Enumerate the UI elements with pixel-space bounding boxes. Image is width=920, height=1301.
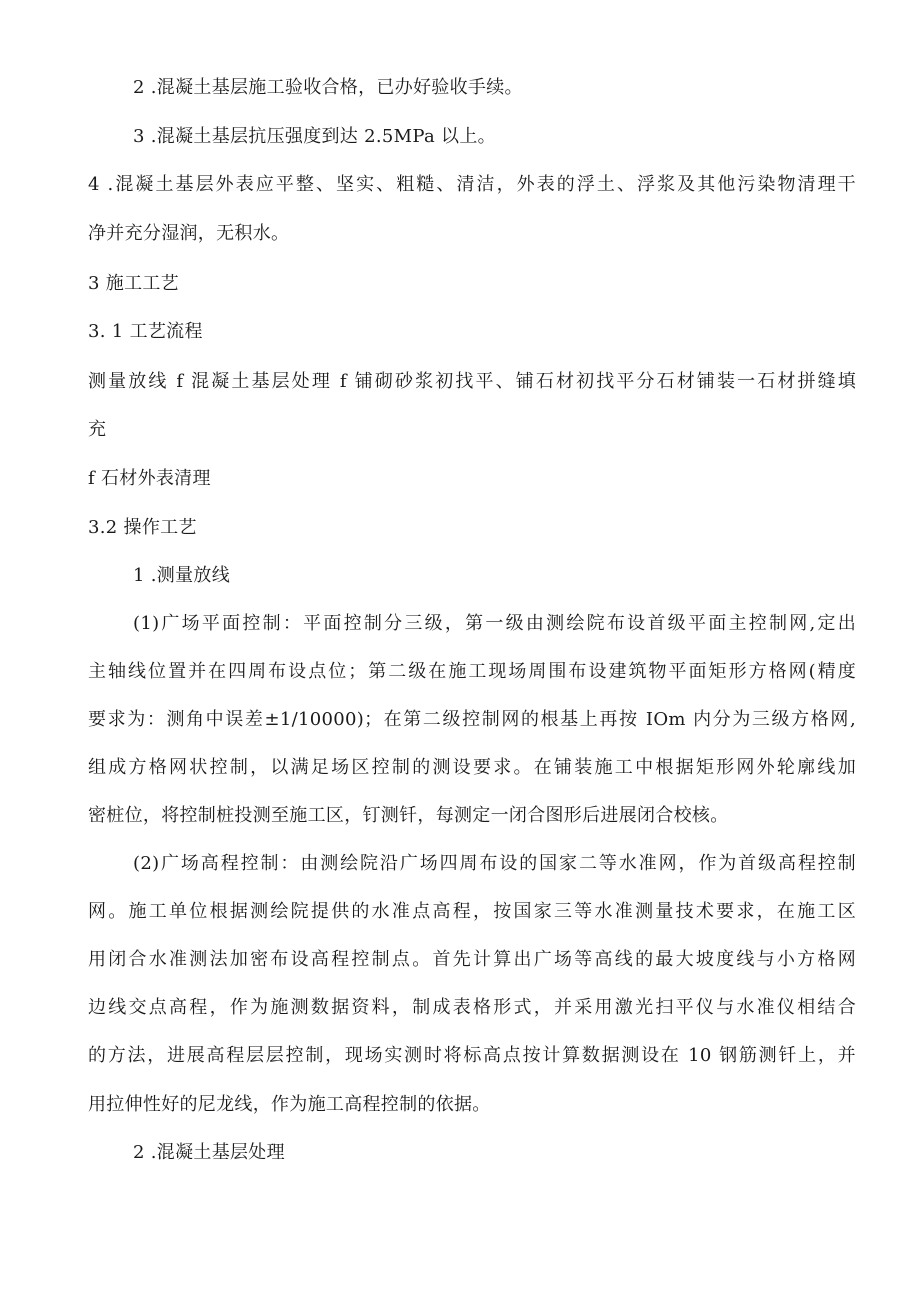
elevation-control-line-6: 用拉伸性好的尼龙线，作为施工高程控制的依据。: [88, 1094, 491, 1115]
requirement-item-4-line-1: 4 .混凝土基层外表应平整、坚实、粗糙、清洁，外表的浮土、浮浆及其他污染物清理干: [88, 174, 856, 195]
plane-control-line-3: 要求为：测角中误差±1/10000)；在第二级控制网的根基上再按 IOm 内分为三级方格网,: [88, 709, 856, 730]
section-heading-3-2: 3.2 操作工艺: [88, 517, 197, 538]
elevation-control-line-3: 用闭合水准测法加密布设高程控制点。首先计算出广场等高线的最大坡度线与小方格网: [88, 949, 856, 970]
section-heading-3: 3 施工工艺: [88, 273, 179, 294]
requirement-item-2: 2 .混凝土基层施工验收合格，已办好验收手续。: [133, 77, 523, 98]
elevation-control-line-5: 的方法，进展高程层层控制，现场实测时将标高点按计算数据测设在 10 钢筋测钎上，并: [88, 1045, 856, 1066]
process-flow-line-3: f 石材外表清理: [88, 468, 211, 489]
requirement-item-4-line-2: 净并充分湿润，无积水。: [88, 223, 290, 244]
process-flow-line-1: 测量放线 f 混凝土基层处理 f 铺砌砂浆初找平、铺石材初找平分石材铺装一石材拼缝填: [88, 371, 856, 392]
elevation-control-line-2: 网。施工单位根据测绘院提供的水准点高程，按国家三等水准测量技术要求，在施工区: [88, 901, 856, 922]
step-2-heading: 2 .混凝土基层处理: [133, 1142, 285, 1163]
plane-control-line-5: 密桩位，将控制桩投测至施工区，钉测钎，每测定一闭合图形后进展闭合校核。: [88, 805, 729, 826]
requirement-item-3: 3 .混凝土基层抗压强度到达 2.5MPa 以上。: [133, 126, 496, 147]
plane-control-line-1: (1)广场平面控制：平面控制分三级，第一级由测绘院布设首级平面主控制网,定出: [133, 613, 856, 634]
plane-control-line-2: 主轴线位置并在四周布设点位；第二级在施工现场周围布设建筑物平面矩形方格网(精度: [88, 661, 856, 682]
process-flow-line-2: 充: [88, 419, 107, 440]
section-heading-3-1: 3. 1 工艺流程: [88, 321, 203, 342]
elevation-control-line-1: (2)广场高程控制：由测绘院沿广场四周布设的国家二等水准网，作为首级高程控制: [133, 853, 856, 874]
elevation-control-line-4: 边线交点高程，作为施测数据资料，制成表格形式，并采用激光扫平仪与水准仪相结合: [88, 997, 856, 1018]
plane-control-line-4: 组成方格网状控制，以满足场区控制的测设要求。在铺装施工中根据矩形网外轮廓线加: [88, 757, 856, 778]
step-1-heading: 1 .测量放线: [133, 565, 230, 586]
